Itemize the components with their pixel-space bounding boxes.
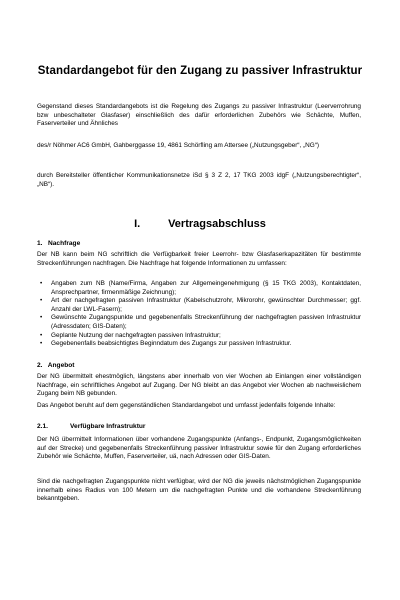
subsection-title: Verfügbare Infrastruktur (70, 423, 146, 430)
list-item: • Art der nachgefragten passiven Infrastruktur (Kabelschutzrohr, Mikrorohr, gewünschter Durchmesser; ggf. Anzahl der LWL-Fasern); (37, 297, 361, 314)
list-item: • Angaben zum NB (Name/Firma, Angaben zur Allgemeingenehmigung (§ 15 TKG 2003), Kontaktdaten, Ansprechpartner, firmenmäßige Zeichnung); (37, 280, 361, 297)
intro-paragraph: Gegenstand dieses Standardangebots ist die Regelung des Zugangs zu passiver Infrastruktur (Leerverrohrung bzw unbeschalteter Glasfaser) einschließlich des dafür erforderlichen Zubehörs wie Schächte, Muffen, Faserverteiler und Ähnliches (37, 103, 361, 128)
angebot-paragraph-2: Das Angebot beruht auf dem gegenständlichen Standardangebot und umfasst jedenfalls folgende Inhalte: (37, 402, 336, 409)
subsection-number: 2.1. (37, 423, 48, 430)
nachfrage-paragraph: Der NB kann beim NG schriftlich die Verfügbarkeit freier Leerrohr- bzw Glasfaserkapazitäten für bestimmte Streckenführungen nachfragen. Die Nachfrage hat folgende Informationen zu umfassen: (37, 251, 361, 267)
requirements-list (37, 280, 361, 349)
heading-nachfrage: 1. Nachfrage (37, 240, 81, 247)
document-title: Standardangebot für den Zugang zu passiver Infrastruktur (37, 65, 363, 77)
section-heading (0, 218, 400, 230)
angebot-paragraph-1: Der NG übermittelt ehestmöglich, längstens aber innerhalb von vier Wochen ab Einlangen einer vollständigen Nachfrage, ein schriftliches Angebot auf Zugang. Der NG bleibt an das Angebot vier Wochen ab nachweislichem Zugang beim NB gebunden. (37, 373, 361, 398)
heading-verfuegbare-infrastruktur (37, 423, 145, 430)
section-title: Vertragsabschluss (168, 218, 266, 230)
list-item: • Geplante Nutzung der nachgefragten passiven Infrastruktur; (37, 332, 361, 341)
section-number: I. (134, 218, 141, 230)
list-item: • Gewünschte Zugangspunkte und gegebenenfalls Streckenführung der nachgefragten passiven Infrastruktur (Adressdaten; GIS-Daten); (37, 314, 361, 331)
beneficiary-paragraph: durch Bereitsteller öffentlicher Kommunikationsnetze iSd § 3 Z 2, 17 TKG 2003 idgF („Nutzungsberechtigter“, „NB“). (37, 172, 361, 188)
infrastruktur-paragraph-1: Der NG übermittelt Informationen über vorhandene Zugangspunkte (Anfangs-, Endpunkt, Zugangsmöglichkeiten auf der Strecke) und gegebenenfalls Streckenführung passiver Infrastruktur sowie für den Zugang erforderliches Zubehör wie Schächte, Muffen, Faserverteiler, uä, nach Adressen oder GIS-Daten. (37, 436, 361, 461)
list-item: • Gegebenenfalls beabsichtigtes Beginndatum des Zugangs zur passiven Infrastruktur. (37, 340, 361, 349)
infrastruktur-paragraph-2: Sind die nachgefragten Zugangspunkte nicht verfügbar, wird der NG die jeweils nächstmöglichen Zugangspunkte innerhalb eines Radius von 100 Metern um die nachgefragten Punkte und die vorhandene Streckenführung bekanntgeben. (37, 478, 361, 503)
heading-angebot: 2. Angebot (37, 362, 75, 369)
provider-paragraph: des/r Nöhmer AC6 GmbH, Gahberggasse 19, 4861 Schörfling am Attersee („Nutzungsgeber“, „NG“) (37, 142, 320, 149)
